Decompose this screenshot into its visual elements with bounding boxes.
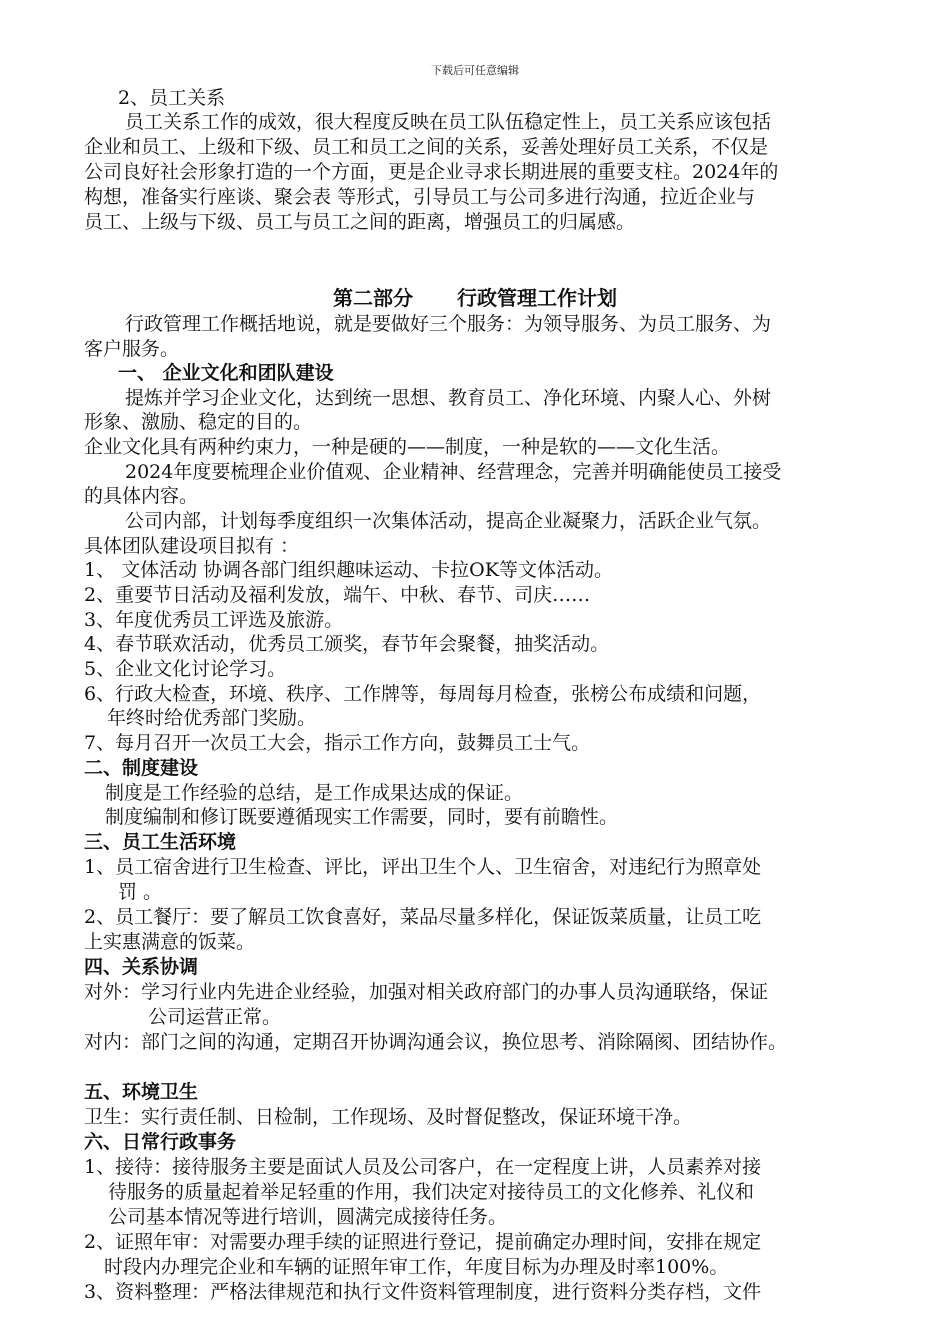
paragraph-line: 行政管理工作概括地说，就是要做好三个服务：为领导服务、为员工服务、为 — [125, 313, 772, 335]
paragraph-line: 提炼并学习企业文化，达到统一思想、教育员工、净化环境、内聚人心、外树 — [125, 387, 772, 409]
list-item-continuation: 年终时给优秀部门奖励。 — [107, 707, 317, 729]
paragraph-line: 上实惠满意的饭菜。 — [84, 931, 256, 953]
paragraph-line: 公司良好社会形象打造的一个方面，更是企业寻求长期进展的重要支柱。2024年的 — [84, 161, 779, 183]
paragraph-line: 企业文化具有两种约束力，一种是硬的——制度，一种是软的——文化生活。 — [84, 436, 731, 458]
paragraph-line: 1、员工宿舍进行卫生检查、评比，评出卫生个人、卫生宿舍，对违纪行为照章处 — [84, 856, 762, 878]
paragraph-line: 具体团队建设项目拟有 ： — [84, 535, 300, 557]
paragraph-line: 待服务的质量起着举足轻重的作用，我们决定对接待员工的文化修养、礼仪和 — [108, 1181, 755, 1203]
part-name: 行政管理工作计划 — [457, 286, 617, 310]
list-item: 3、年度优秀员工评选及旅游。 — [84, 609, 344, 631]
paragraph-line: 的具体内容。 — [84, 485, 199, 507]
paragraph-line: 2024年度要梳理企业价值观、企业精神、经营理念，完善并明确能使员工接受 — [125, 461, 782, 483]
header-note: 下载后可任意编辑 — [431, 64, 519, 77]
paragraph-line: 时段内办理完企业和车辆的证照年审工作，年度目标为办理及时率100%。 — [104, 1256, 729, 1278]
section-heading-living: 三、员工生活环境 — [84, 831, 237, 853]
paragraph-line: 1、接待：接待服务主要是面试人员及公司客户，在一定程度上讲，人员素养对接 — [84, 1156, 762, 1178]
list-item: 1、 文体活动 协调各部门组织趣味运动、卡拉OK等文体活动。 — [84, 559, 613, 581]
paragraph-line: 构想，准备实行座谈、聚会表 等形式，引导员工与公司多进行沟通，拉近企业与 — [84, 186, 756, 208]
paragraph-line: 2、员工餐厅：要了解员工饮食喜好，菜品尽量多样化，保证饭菜质量，让员工吃 — [84, 906, 762, 928]
section-heading-culture: 一、 企业文化和团队建设 — [118, 362, 334, 384]
list-item: 2、重要节日活动及福利发放，端午、中秋、春节、司庆…… — [84, 584, 591, 606]
part-number: 第二部分 — [333, 286, 413, 310]
paragraph-line: 对内：部门之间的沟通，定期召开协调沟通会议，换位思考、消除隔阂、团结协作。 — [84, 1031, 788, 1053]
paragraph-line: 员工、上级与下级、员工与员工之间的距离，增强员工的归属感。 — [84, 211, 636, 233]
list-item: 6、行政大检查，环境、秩序、工作牌等，每周每月检查，张榜公布成绩和问题， — [84, 683, 762, 705]
paragraph-line: 卫生：实行责任制、日检制，工作现场、及时督促整改，保证环境干净。 — [84, 1106, 693, 1128]
list-item: 5、企业文化讨论学习。 — [84, 658, 287, 680]
paragraph-line: 罚 。 — [118, 881, 163, 903]
section-heading-employee-relations: 2、员工关系 — [118, 87, 226, 109]
paragraph-line: 企业和员工、上级和下级、员工和员工之间的关系，妥善处理好员工关系，不仅是 — [84, 136, 769, 158]
paragraph-line: 客户服务。 — [84, 338, 180, 360]
paragraph-line: 员工关系工作的成效，很大程度反映在员工队伍稳定性上，员工关系应该包括 — [125, 111, 772, 133]
part-title — [0, 286, 950, 310]
paragraph-line: 公司基本情况等进行培训，圆满完成接待任务。 — [108, 1206, 508, 1228]
paragraph-line: 对外：学习行业内先进企业经验，加强对相关政府部门的办事人员沟通联络，保证 — [84, 981, 769, 1003]
paragraph-line: 形象、激励、稳定的目的。 — [84, 411, 313, 433]
section-heading-relations: 四、关系协调 — [84, 956, 199, 978]
paragraph-line: 公司运营正常。 — [148, 1006, 282, 1028]
paragraph-line: 公司内部，计划每季度组织一次集体活动，提高企业凝聚力，活跃企业气氛。 — [125, 510, 772, 532]
list-item: 4、春节联欢活动，优秀员工颁奖，春节年会聚餐，抽奖活动。 — [84, 633, 610, 655]
paragraph-line: 2、证照年审：对需要办理手续的证照进行登记，提前确定办理时间，安排在规定 — [84, 1231, 762, 1253]
list-item: 7、每月召开一次员工大会，指示工作方向，鼓舞员工士气。 — [84, 732, 591, 754]
paragraph-line: 制度是工作经验的总结，是工作成果达成的保证。 — [105, 782, 524, 804]
paragraph-line: 制度编制和修订既要遵循现实工作需要，同时，要有前瞻性。 — [105, 806, 619, 828]
paragraph-line: 3、资料整理：严格法律规范和执行文件资料管理制度，进行资料分类存档，文件 — [84, 1281, 762, 1303]
section-heading-system: 二、制度建设 — [84, 757, 199, 779]
section-heading-hygiene: 五、环境卫生 — [84, 1081, 199, 1103]
section-heading-daily: 六、日常行政事务 — [84, 1131, 237, 1153]
